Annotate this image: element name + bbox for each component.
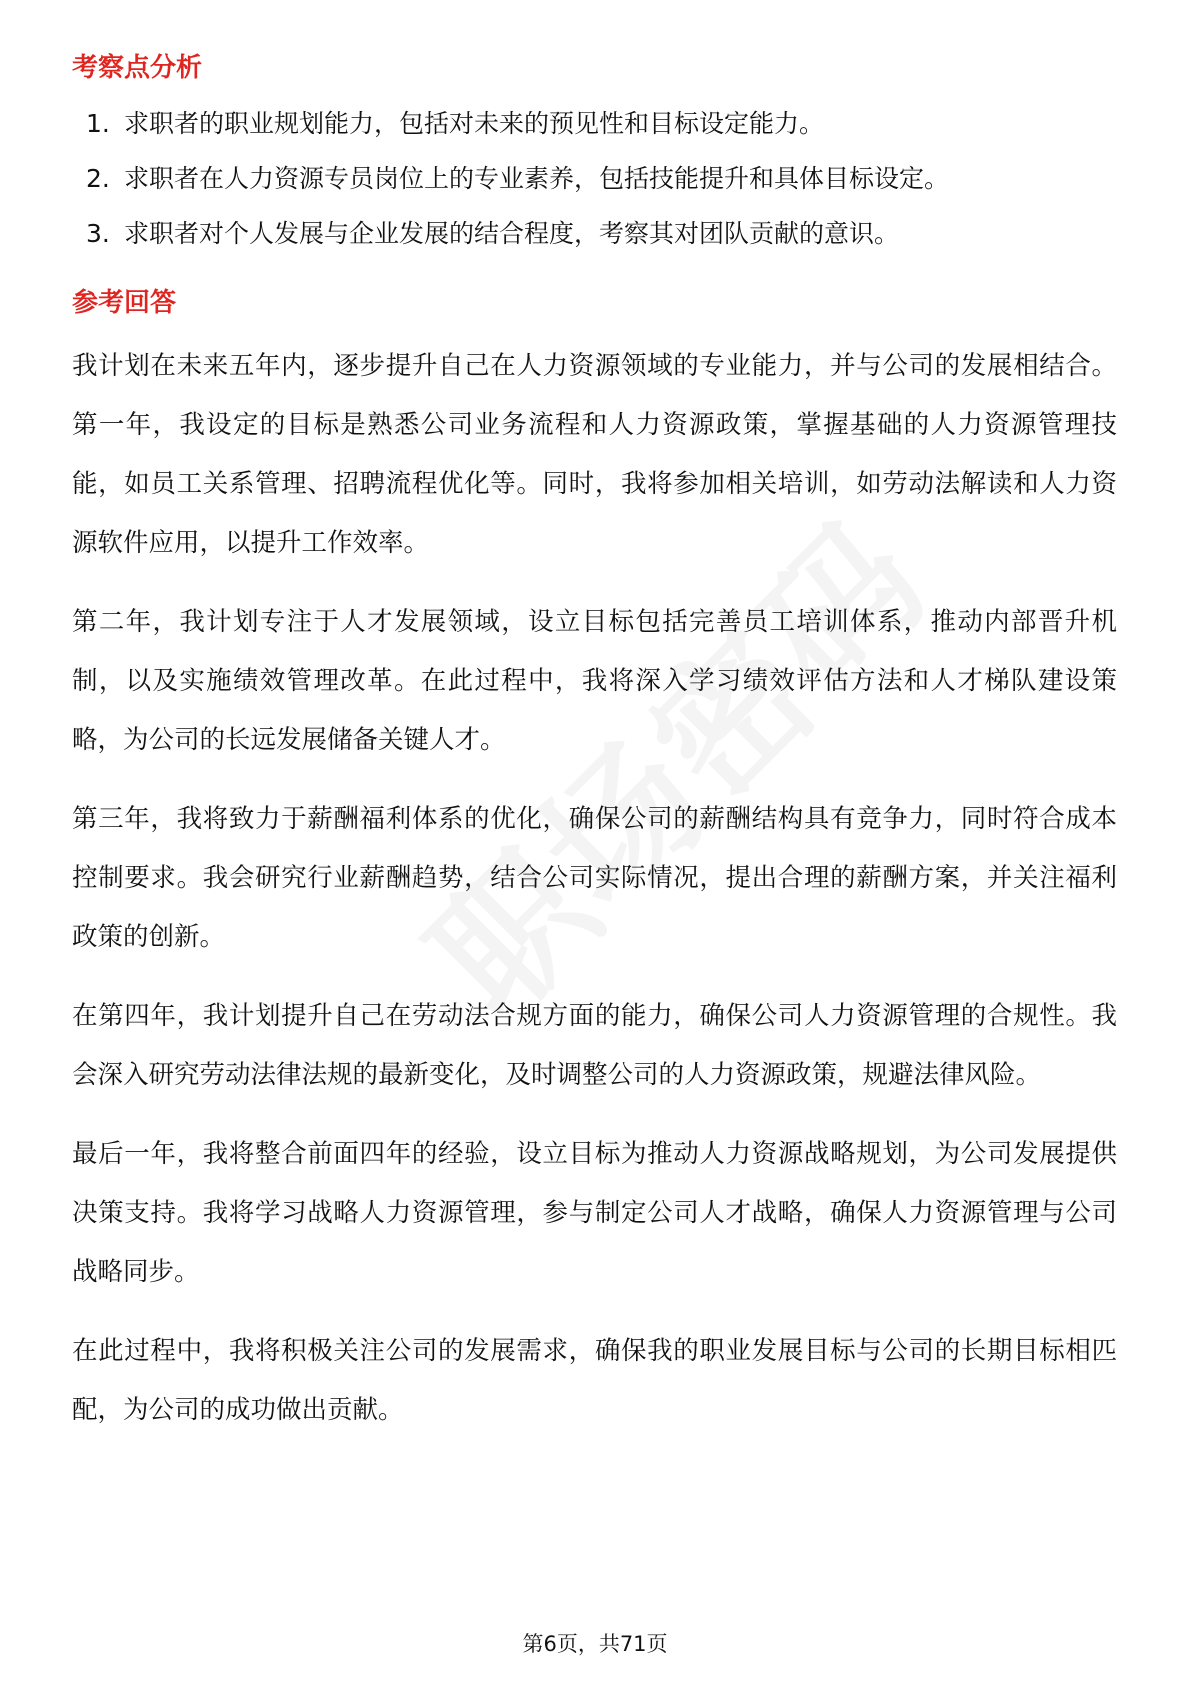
- list-item-text: 求职者对个人发展与企业发展的结合程度，考察其对团队贡献的意识。: [124, 219, 900, 248]
- answer-paragraph: 在此过程中，我将积极关注公司的发展需求，确保我的职业发展目标与公司的长期目标相匹配，为公司的成功做出贡献。: [72, 1336, 1117, 1425]
- answer-paragraph: 最后一年，我将整合前面四年的经验，设立目标为推动人力资源战略规划，为公司发展提供决策支持。我将学习战略人力资源管理，参与制定公司人才战略，确保人力资源管理与公司战略同步。: [72, 1139, 1117, 1287]
- answer-paragraph: 在第四年，我计划提升自己在劳动法合规方面的能力，确保公司人力资源管理的合规性。我会深入研究劳动法律法规的最新变化，及时调整公司的人力资源政策，规避法律风险。: [72, 1001, 1117, 1090]
- page-number: 第6页，共71页: [522, 1632, 668, 1656]
- list-item-number: 1.: [86, 109, 110, 138]
- list-item-text: 求职者的职业规划能力，包括对未来的预见性和目标设定能力。: [124, 109, 825, 138]
- list-item-text: 求职者在人力资源专员岗位上的专业素养，包括技能提升和具体目标设定。: [124, 164, 950, 193]
- list-item: [72, 96, 1117, 151]
- analysis-heading: 考察点分析: [72, 53, 203, 83]
- answer-paragraph: 我计划在未来五年内，逐步提升自己在人力资源领域的专业能力，并与公司的发展相结合。第一年，我设定的目标是熟悉公司业务流程和人力资源政策，掌握基础的人力资源管理技能，如员工关系管理、招聘流程优化等。同时，我将参加相关培训，如劳动法解读和人力资源软件应用，以提升工作效率。: [72, 351, 1117, 558]
- list-item-number: 2.: [86, 164, 110, 193]
- answer-paragraph: 第二年，我计划专注于人才发展领域，设立目标包括完善员工培训体系，推动内部晋升机制，以及实施绩效管理改革。在此过程中，我将深入学习绩效评估方法和人才梯队建设策略，为公司的长远发展储备关键人才。: [72, 607, 1117, 755]
- answer-heading: 参考回答: [72, 288, 177, 318]
- list-item: [72, 206, 1117, 261]
- list-item: [72, 151, 1117, 206]
- answer-paragraph: 第三年，我将致力于薪酬福利体系的优化，确保公司的薪酬结构具有竞争力，同时符合成本控制要求。我会研究行业薪酬趋势，结合公司实际情况，提出合理的薪酬方案，并关注福利政策的创新。: [72, 804, 1117, 952]
- list-item-number: 3.: [86, 219, 110, 248]
- page-content: [72, 48, 1117, 1440]
- analysis-list: [72, 96, 1117, 261]
